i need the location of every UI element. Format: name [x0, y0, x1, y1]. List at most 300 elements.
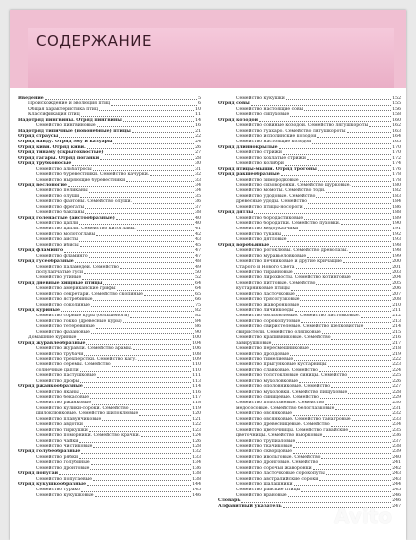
toc-leader-dots: [91, 333, 194, 334]
toc-entry-title: Семейство трубачи: [36, 351, 84, 357]
toc-leader-dots: [288, 496, 392, 497]
toc-leader-dots: [79, 458, 191, 459]
toc-leader-dots: [299, 382, 391, 383]
toc-leader-dots: [79, 241, 194, 242]
toc-entry-title: Семейство ласточковые: [236, 291, 295, 297]
toc-entry-title: Семейство ржанковые: [36, 400, 92, 406]
toc-entry-title: Отряд веслоногие: [18, 183, 67, 188]
toc-entry-title: Отряд ржанкообразные: [18, 384, 83, 390]
toc-entry-title: Семейство муравьеловковые: [236, 253, 307, 259]
toc-page-number: 11: [195, 112, 201, 118]
toc-leader-dots: [97, 126, 195, 127]
toc-page-number: 183: [392, 193, 401, 199]
toc-leader-dots: [281, 175, 392, 176]
toc-page-number: 219: [392, 351, 401, 357]
toc-column-right: [218, 96, 401, 509]
toc-page-number: 124: [192, 433, 201, 439]
toc-leader-dots: [282, 235, 391, 236]
toc-leader-dots: [319, 464, 391, 465]
toc-entry-title: Отряд журавлеобразные: [18, 340, 86, 346]
toc-leader-dots: [92, 404, 191, 405]
toc-page-number: 145: [192, 487, 201, 493]
toc-page-number: 122: [192, 422, 201, 428]
toc-leader-dots: [318, 170, 391, 171]
toc-entry-title: Отряд гусеобразные: [18, 259, 74, 265]
toc-entry-title: Семейство райские птицы: [236, 487, 301, 493]
toc-page-number: 30: [195, 161, 201, 167]
toc-leader-dots: [130, 317, 194, 318]
toc-leader-dots: [304, 208, 392, 209]
toc-entry-title: Семейство кукушки: [236, 96, 285, 101]
toc-entry-title: Введение: [18, 96, 44, 101]
toc-entry-title: Семейство сорочьи жаворонки: [236, 465, 312, 471]
toc-page-number: 210: [392, 302, 401, 308]
toc-page-number: 64: [195, 286, 201, 292]
toc-page-number: 230: [392, 400, 401, 406]
toc-leader-dots: [93, 447, 191, 448]
toc-page-number: 190: [392, 221, 401, 227]
toc-entry-title: Отряд козодои: [218, 117, 259, 123]
toc-leader-dots: [102, 420, 191, 421]
toc-leader-dots: [86, 344, 191, 345]
toc-entry-title: Отряд совы: [218, 101, 250, 107]
toc-leader-dots: [80, 371, 192, 372]
toc-entry-title: Семейство совиные козодои. Семейство лягушкороты: [236, 123, 369, 129]
toc-entry-title: Словарь: [218, 498, 241, 504]
toc-page-number: 123: [192, 427, 201, 433]
toc-leader-dots: [308, 203, 391, 204]
toc-entry-title: Семейство гуахаро. Семейство лягушкороты: [236, 128, 346, 134]
toc-page-number: 233: [392, 416, 401, 422]
toc-page-number: 37: [195, 204, 201, 210]
toc-page-number: 229: [392, 395, 401, 401]
toc-entry-title: Семейство скворцовые: [236, 449, 292, 455]
toc-page-number: 117: [192, 395, 201, 401]
toc-leader-dots: [113, 143, 194, 144]
toc-entry-title: Семейство турако: [36, 487, 81, 493]
toc-page-number: 52: [195, 275, 201, 281]
toc-entry-title: Отряд длиннокрылые: [218, 144, 278, 150]
toc-leader-dots: [352, 279, 391, 280]
toc-page-number: 170: [392, 150, 401, 156]
toc-page-number: 243: [392, 476, 401, 482]
toc-leader-dots: [304, 110, 391, 111]
toc-entry-title: Семейство сорокопутовые: [236, 318, 301, 324]
toc-leader-dots: [97, 377, 191, 378]
toc-leader-dots: [259, 121, 391, 122]
toc-page-number: 186: [392, 204, 401, 210]
toc-leader-dots: [312, 143, 391, 144]
toc-page-number: 134: [192, 460, 201, 466]
toc-leader-dots: [117, 290, 195, 291]
toc-entry-title: Семейство пингвиновые: [36, 123, 96, 129]
toc-page-number: 172: [392, 155, 401, 161]
toc-entry-title: Отряд трубконосые: [18, 161, 72, 167]
toc-page-number: 225: [392, 373, 401, 379]
toc-entry: [18, 493, 201, 498]
toc-entry-title: Семейство альбатросы: [36, 166, 92, 172]
toc-page-number: 246: [392, 492, 401, 498]
toc-page-number: 47: [195, 248, 201, 254]
toc-leader-dots: [130, 409, 192, 410]
toc-page-number: 66: [195, 297, 201, 303]
toc-entry-title: Семейство цапли: [36, 221, 79, 227]
toc-page-number: 247: [392, 503, 401, 509]
toc-entry-title: Семейство медоуказчики: [236, 226, 299, 232]
toc-leader-dots: [283, 154, 391, 155]
toc-leader-dots: [323, 436, 391, 437]
toc-leader-dots: [348, 393, 391, 394]
toc-leader-dots: [286, 99, 391, 100]
toc-page-number: 42: [195, 231, 201, 237]
toc-leader-dots: [328, 366, 392, 367]
toc-entry-title: Семейство дронтовые: [36, 465, 90, 471]
toc-entry-title: Семейство овсянковые. Семейство танагровые: [236, 416, 351, 422]
toc-page-number: 49: [195, 264, 201, 270]
toc-page-number: 206: [392, 286, 401, 292]
toc-entry-title: Семейство толстоклювые синицы. Семейство: [236, 373, 348, 379]
toc-entry-title: Отряд дятлы: [218, 210, 254, 216]
toc-leader-dots: [322, 333, 392, 334]
toc-entry-title: Отряд кукушкообразные: [18, 482, 87, 488]
toc-entry-title: Семейство древесницевые. Семейство: [236, 422, 330, 428]
toc-leader-dots: [291, 290, 391, 291]
toc-entry-title: Семейство серемы. Семейство: [36, 362, 111, 368]
toc-page-number: 242: [392, 465, 401, 471]
toc-page-number: 204: [392, 275, 401, 281]
toc-leader-dots: [293, 447, 391, 448]
toc-entry-title: Семейство австралийские сороки: [236, 476, 319, 482]
toc-page-number: 189: [392, 215, 401, 221]
toc-entry-title: Семейство пересмешниковые: [236, 346, 309, 352]
toc-entry-title: шилоклювковые. Семейство шилоклювые: [36, 411, 139, 417]
toc-page-number: 240: [392, 454, 401, 460]
toc-entry-title: Семейство стрижи: [236, 150, 282, 156]
toc-page-number: 178: [392, 177, 401, 183]
toc-page-number: 38: [195, 210, 201, 216]
toc-page-number: 106: [192, 346, 201, 352]
toc-page-number: 160: [392, 117, 401, 123]
toc-entry-title: Семейство птицы-носороги: [236, 204, 303, 210]
toc-page-number: 176: [392, 166, 401, 172]
toc-leader-dots: [369, 126, 391, 127]
toc-page-number: 178: [392, 172, 401, 178]
toc-leader-dots: [317, 137, 391, 138]
toc-entry-title: Домашние куриные: [28, 335, 77, 341]
toc-leader-dots: [325, 404, 391, 405]
toc-page-number: 246: [392, 498, 401, 504]
toc-leader-dots: [79, 442, 191, 443]
toc-entry-title: Отряд куриные: [18, 308, 60, 314]
toc-entry-title: Семейство печниковые и другие кричащие: [236, 259, 342, 265]
toc-page-number: 199: [392, 253, 401, 259]
toc-page-number: 28: [195, 155, 201, 161]
toc-page-number: 228: [392, 389, 401, 395]
toc-entry-title: Семейство ибисы: [36, 242, 79, 248]
toc-leader-dots: [316, 284, 391, 285]
toc-page-number: 205: [392, 280, 401, 286]
toc-entry-title: Семейство американские грифы: [36, 286, 116, 292]
toc-page-number: 110: [192, 362, 201, 368]
toc-entry-title: Семейство мухоловковые: [236, 378, 299, 384]
toc-page-number: 215: [392, 329, 401, 335]
toc-leader-dots: [95, 496, 192, 497]
toc-page-number: 227: [392, 384, 401, 390]
toc-leader-dots: [80, 393, 191, 394]
toc-leader-dots: [59, 474, 191, 475]
toc-leader-dots: [296, 295, 392, 296]
toc-leader-dots: [85, 213, 194, 214]
toc-leader-dots: [84, 387, 191, 388]
toc-entry-title: Семейство рогоклювы. Семейство древолазы.: [236, 248, 348, 254]
toc-leader-dots: [137, 230, 194, 231]
toc-page-number: 198: [392, 242, 401, 248]
toc-leader-dots: [87, 148, 194, 149]
toc-page-number: 45: [195, 242, 201, 248]
toc-leader-dots: [89, 192, 195, 193]
toc-leader-dots: [316, 197, 391, 198]
toc-page-number: 180: [392, 183, 401, 188]
toc-entry-title: Семейство свиристелевые. Семейство шелковистые: [236, 324, 364, 330]
toc-entry-title: Отряд ракшеобразные: [218, 172, 280, 178]
toc-entry-title: Семейство удодовые. Семейство: [236, 193, 316, 199]
toc-leader-dots: [139, 415, 191, 416]
toc-page-number: 133: [192, 454, 201, 460]
toc-entry-title: Семейство колибри: [236, 161, 284, 167]
toc-page-number: 191: [392, 226, 401, 232]
toc-leader-dots: [99, 110, 194, 111]
toc-leader-dots: [361, 317, 391, 318]
toc-page-number: 34: [195, 183, 201, 188]
toc-entry-title: Надотряд пингвины. Отряд пингвины: [18, 117, 122, 123]
toc-entry-title: Отряд страусы: [18, 134, 59, 140]
toc-entry-title: Семейство настоящие совы: [236, 106, 304, 112]
toc-entry-title: Семейство ивольговые. Семейство: [236, 454, 321, 460]
toc-leader-dots: [93, 170, 194, 171]
toc-page-number: 214: [392, 324, 401, 330]
toc-entry-title: Семейство соколиные: [36, 302, 90, 308]
toc-entry-title: Надотряд типичные (новонёбные) птицы: [18, 128, 131, 134]
toc-page-number: 241: [392, 460, 401, 466]
toc-entry-title: Семейство тиранновые: [236, 270, 293, 275]
toc-leader-dots: [341, 224, 391, 225]
toc-page-number: 235: [392, 427, 401, 433]
toc-page-number: 152: [392, 96, 401, 101]
toc-entry-title: Семейство хохлатые стрижи: [236, 155, 306, 161]
toc-entry-title: Семейство дятловые: [236, 237, 287, 243]
toc-page-number: 16: [195, 123, 201, 129]
toc-leader-dots: [132, 132, 194, 133]
toc-leader-dots: [61, 311, 194, 312]
toc-page-number: 116: [192, 389, 201, 395]
toc-page-number: 86: [195, 324, 201, 330]
toc-leader-dots: [79, 224, 194, 225]
toc-leader-dots: [348, 377, 391, 378]
toc-page-number: 212: [392, 313, 401, 319]
toc-page-number: 188: [392, 210, 401, 216]
watermark-text: Avito: [334, 504, 392, 528]
toc-entry-title: Отряд голубеобразные: [18, 449, 81, 455]
toc-leader-dots: [126, 181, 194, 182]
toc-entry-title: Семейство жаворонковые: [236, 302, 300, 308]
toc-page-number: 47: [195, 253, 201, 259]
toc-leader-dots: [123, 121, 194, 122]
toc-page-number: 34: [195, 188, 201, 194]
toc-leader-dots: [279, 148, 392, 149]
toc-leader-dots: [290, 116, 391, 117]
toc-page-number: 236: [392, 433, 401, 439]
toc-page-number: 170: [392, 144, 401, 150]
toc-entry-title: Семейство фламинго: [36, 253, 88, 259]
toc-entry-title: Семейство тимелиевые: [236, 357, 294, 362]
toc-page-number: 114: [192, 384, 201, 390]
toc-leader-dots: [80, 197, 194, 198]
toc-page-number: 26: [195, 144, 201, 150]
toc-entry-title: Семейство рябки: [36, 454, 79, 460]
toc-page-number: 182: [392, 188, 401, 194]
toc-page-number: 84: [195, 318, 201, 324]
toc-entry-title: Семейство журавли. Семейство арамы.: [36, 346, 133, 352]
toc-entry-title: Отряд киви. Отряд киви.: [18, 144, 86, 150]
toc-leader-dots: [81, 116, 194, 117]
toc-page-number: 144: [192, 482, 201, 488]
toc-page-number: 108: [192, 351, 201, 357]
toc-page-number: 207: [392, 291, 401, 297]
toc-leader-dots: [307, 257, 391, 258]
toc-entry-title: Семейство прыгунковые кустарницы: [236, 362, 327, 368]
toc-entry-title: Семейство пастушковые: [36, 373, 96, 379]
toc-leader-dots: [294, 485, 392, 486]
toc-page-number: 223: [392, 362, 401, 368]
toc-leader-dots: [93, 300, 194, 301]
toc-page-number: 237: [392, 438, 401, 444]
toc-entry-title: Семейство кукушковые: [36, 492, 94, 498]
toc-page-number: 146: [192, 492, 201, 498]
toc-entry-title: Старого и Нового Света: [236, 264, 295, 270]
toc-page-number: 126: [192, 438, 201, 444]
toc-leader-dots: [141, 436, 191, 437]
toc-entry-title: завирушковые: [236, 340, 272, 346]
toc-leader-dots: [335, 409, 391, 410]
toc-entry-title: Семейство цапли. Семейство китоглавы.: [36, 226, 136, 232]
toc-entry-title: Общая характеристика птиц: [28, 106, 98, 112]
toc-leader-dots: [326, 192, 391, 193]
toc-leader-dots: [294, 360, 391, 361]
toc-page-number: 156: [392, 106, 401, 112]
avito-watermark: [316, 504, 392, 528]
toc-leader-dots: [112, 366, 192, 367]
toc-leader-dots: [296, 268, 392, 269]
toc-leader-dots: [349, 252, 391, 253]
toc-leader-dots: [300, 306, 391, 307]
toc-entry-title: Семейство мухоловки. Семейство пищуховые: [236, 389, 348, 395]
toc-entry-title: Семейство ласточковые сорокопуты: [236, 471, 325, 477]
toc-leader-dots: [133, 349, 191, 350]
toc-entry-title: Семейство гокко (древесные куры): [36, 318, 122, 324]
toc-entry-title: Семейство авдотки: [36, 422, 83, 428]
toc-entry-title: Семейство паламедеи. Семейство: [36, 264, 119, 270]
toc-page-number: 174: [392, 161, 401, 167]
toc-page-number: 104: [192, 340, 201, 346]
toc-page-number: 43: [195, 237, 201, 243]
toc-entry-title: Семейство ястребиные: [36, 297, 93, 303]
toc-leader-dots: [123, 322, 194, 323]
toc-page-number: 193: [392, 237, 401, 243]
toc-page-number: 224: [392, 367, 401, 373]
toc-entry-title: медососовые. Семейство белоглазковые: [236, 405, 335, 411]
toc-page-number: 245: [392, 487, 401, 493]
toc-leader-dots: [77, 339, 191, 340]
toc-entry-title: Семейство тиркушки: [36, 427, 88, 433]
toc-leader-dots: [300, 181, 392, 182]
toc-leader-dots: [90, 469, 191, 470]
toc-leader-dots: [89, 257, 195, 258]
toc-entry-title: свиристели. Семейство оляпковые: [236, 329, 321, 335]
toc-page-number: 200: [392, 259, 401, 265]
toc-entry-title: Отряд попугаи: [18, 471, 59, 477]
toc-leader-dots: [307, 159, 391, 160]
toc-page-number: 213: [392, 318, 401, 324]
toc-page-number: 24: [195, 139, 201, 145]
toc-entry-title: Семейство врановые: [236, 492, 287, 498]
toc-page-number: 132: [192, 449, 201, 455]
toc-entry-title: Семейство трёхпёрстки. Семейство кагу.: [36, 357, 137, 362]
toc-entry-title: Семейство чайки: [36, 438, 79, 444]
toc-page-number: 138: [192, 471, 201, 477]
toc-leader-dots: [287, 241, 391, 242]
toc-entry-title: Семейство овсянковые: [236, 411, 292, 417]
toc-entry-title: полулапчатые гуси: [36, 270, 84, 275]
toc-leader-dots: [331, 426, 392, 427]
toc-leader-dots: [72, 165, 194, 166]
toc-leader-dots: [84, 426, 191, 427]
toc-entry-title: Семейство трупиаловые: [236, 438, 296, 444]
toc-leader-dots: [331, 339, 391, 340]
toc-entry-title: Семейство ткачиковые: [236, 444, 293, 449]
avito-logo-icon: [316, 510, 331, 525]
toc-leader-dots: [293, 453, 391, 454]
toc-leader-dots: [296, 442, 391, 443]
toc-entry-title: Семейство ополовниковые. Семейство: [236, 384, 331, 390]
toc-leader-dots: [352, 186, 391, 187]
toc-entry-title: древесные удоды. Семейство: [236, 199, 308, 205]
toc-page-number: 155: [392, 101, 401, 107]
toc-page-number: 64: [195, 280, 201, 286]
toc-leader-dots: [319, 371, 391, 372]
toc-leader-dots: [352, 420, 392, 421]
toc-entry-title: Семейство бородатки. Семейство пуховки.: [236, 221, 341, 227]
toc-entry-title: Отряд дневные хищные птицы: [18, 280, 103, 286]
toc-leader-dots: [89, 431, 191, 432]
toc-entry-title: Семейство питтовые. Семейство: [236, 280, 316, 286]
toc-page-number: 14: [195, 117, 201, 123]
toc-leader-dots: [91, 464, 192, 465]
toc-leader-dots: [116, 219, 194, 220]
toc-page-number: 110: [192, 367, 201, 373]
toc-leader-dots: [321, 458, 391, 459]
toc-entry-title: Алфавитный указатель: [218, 503, 282, 509]
toc-entry-title: Семейство славковые. Семейство: [236, 367, 318, 373]
toc-entry-title: Семейство поползневые. Семейство: [236, 400, 325, 406]
toc-page-number: 121: [192, 416, 201, 422]
toc-entry-title: Семейство дрофы: [36, 378, 80, 384]
toc-page-number: 118: [192, 400, 201, 406]
toc-page-number: 111: [192, 373, 201, 379]
toc-leader-dots: [331, 387, 391, 388]
toc-entry-title: Семейство голубиные: [36, 460, 90, 466]
toc-leader-dots: [91, 306, 194, 307]
toc-page-number: 6: [198, 101, 201, 107]
